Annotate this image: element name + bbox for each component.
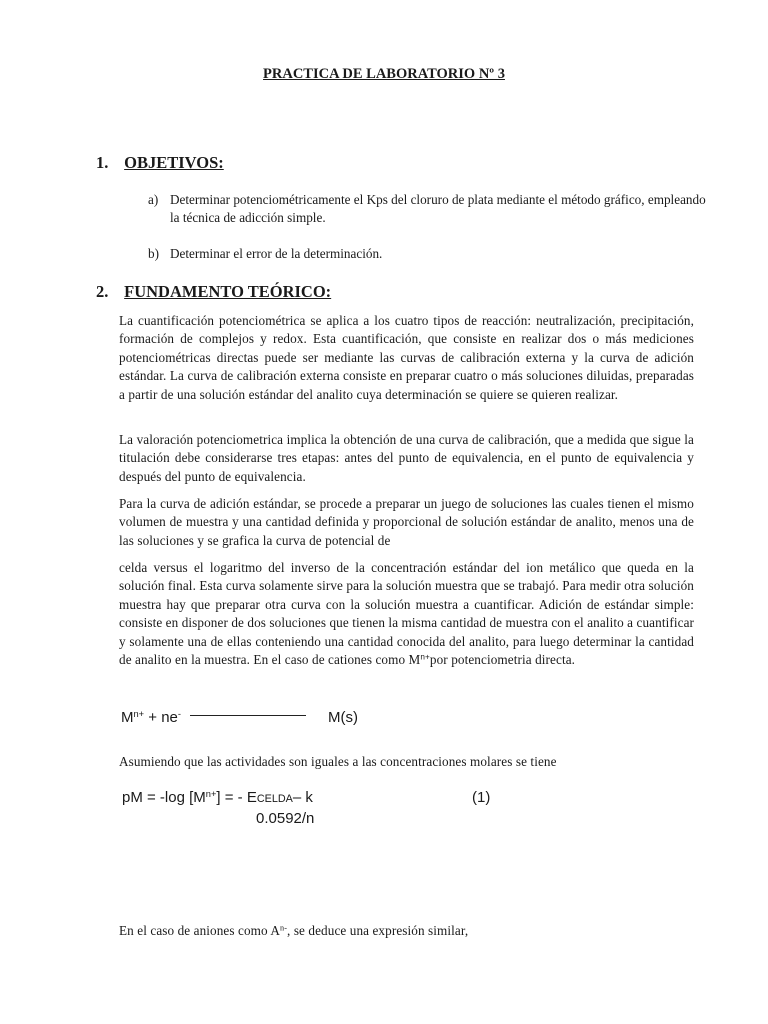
section-number: 1. bbox=[96, 153, 109, 172]
section-title: FUNDAMENTO TEÓRICO: bbox=[124, 282, 332, 301]
objective-label: a) bbox=[148, 192, 159, 207]
paragraph-asumiendo: Asumiendo que las actividades son iguales a las concentraciones molares se tiene bbox=[119, 754, 557, 769]
paragraph-celda-versus bbox=[119, 559, 694, 669]
section-fundamento-heading bbox=[96, 282, 331, 302]
nernst-equation bbox=[122, 789, 313, 806]
objective-label: b) bbox=[148, 246, 159, 261]
paragraph-text: celda versus el logaritmo del inverso de la concentración estándar del ion metálico que queda en la solución final. Esta curva solamente sirve para la solución muestra que se trabajó. Para medir otra solución muestra hay que preparar otra curva con la solución muestra a cuantificar. Adición de estándar simple: consiste en disponer de dos soluciones que tienen la misma cantidad de muestra con el analito a cuantificar y solamente una de ellas conteniendo una cantidad conocida del analito, para luego determinar la cantidad de analito en la muestra. En el caso de cationes como M bbox=[119, 560, 695, 668]
paragraph-text-tail: por potenciometria directa. bbox=[429, 652, 576, 668]
equation-charge: n+ bbox=[205, 788, 217, 799]
equation-lhs: pM = -log [M bbox=[122, 789, 206, 806]
electron-term: + ne bbox=[144, 709, 178, 726]
paragraph-cuantificacion: La cuantificación potenciométrica se aplica a los cuatro tipos de reacción: neutralización, precipitación, formación de complejos y redox. Esta cuantificación, que consiste en realizar dos o más mediciones potenciométricas directas puede ser mediante las curvas de calibración externa y la curva de adición estándar. La curva de calibración externa consiste en preparar cuatro o más soluciones diluidas, preparadas a partir de una solución estándar del analito cuya determinación se quiere se quieren realizar. bbox=[119, 313, 694, 402]
paragraph-aniones bbox=[119, 922, 694, 940]
reaction-equation-left bbox=[121, 709, 181, 726]
paragraph-text-tail: , se deduce una expresión similar, bbox=[287, 923, 469, 938]
reaction-arrow-line bbox=[190, 715, 306, 716]
metal-charge: n+ bbox=[133, 708, 145, 719]
equation-subscript: CELDA bbox=[256, 793, 293, 805]
paragraph-text: En el caso de aniones como A bbox=[119, 923, 281, 938]
objective-text: Determinar el error de la determinación. bbox=[170, 246, 383, 261]
equation-denominator: 0.0592/n bbox=[256, 810, 315, 827]
metal-symbol: M bbox=[121, 709, 134, 726]
reaction-product: M(s) bbox=[328, 709, 358, 726]
section-number: 2. bbox=[96, 282, 109, 301]
paragraph-curva-adicion: Para la curva de adición estándar, se procede a preparar un juego de soluciones las cuales tienen el mismo volumen de muestra y una cantidad definida y proporcional de solución estándar de analito, menos una de las soluciones y se grafica la curva de potencial de bbox=[119, 496, 694, 548]
superscript-charge: n+ bbox=[420, 652, 430, 662]
electron-charge: - bbox=[177, 708, 181, 719]
section-objetivos-heading bbox=[96, 153, 224, 173]
equation-mid: ] = - E bbox=[216, 789, 257, 806]
equation-rhs: – k bbox=[292, 789, 313, 806]
equation-number: (1) bbox=[472, 789, 491, 806]
objective-item-b bbox=[148, 245, 708, 263]
objective-text: Determinar potenciométricamente el Kps del cloruro de plata mediante el método gráfico, empleando la técnica de adicción simple. bbox=[170, 192, 706, 225]
objective-item-a bbox=[148, 191, 708, 227]
section-title: OBJETIVOS: bbox=[124, 153, 224, 172]
superscript-charge: n- bbox=[280, 923, 288, 933]
paragraph-valoracion: La valoración potenciometrica implica la obtención de una curva de calibración, que a medida que sigue la titulación debe considerarse tres etapas: antes del punto de equivalencia, en el punto de equivalencia y después del punto de equivalencia. bbox=[119, 432, 694, 484]
document-title: PRACTICA DE LABORATORIO Nº 3 bbox=[263, 66, 505, 82]
